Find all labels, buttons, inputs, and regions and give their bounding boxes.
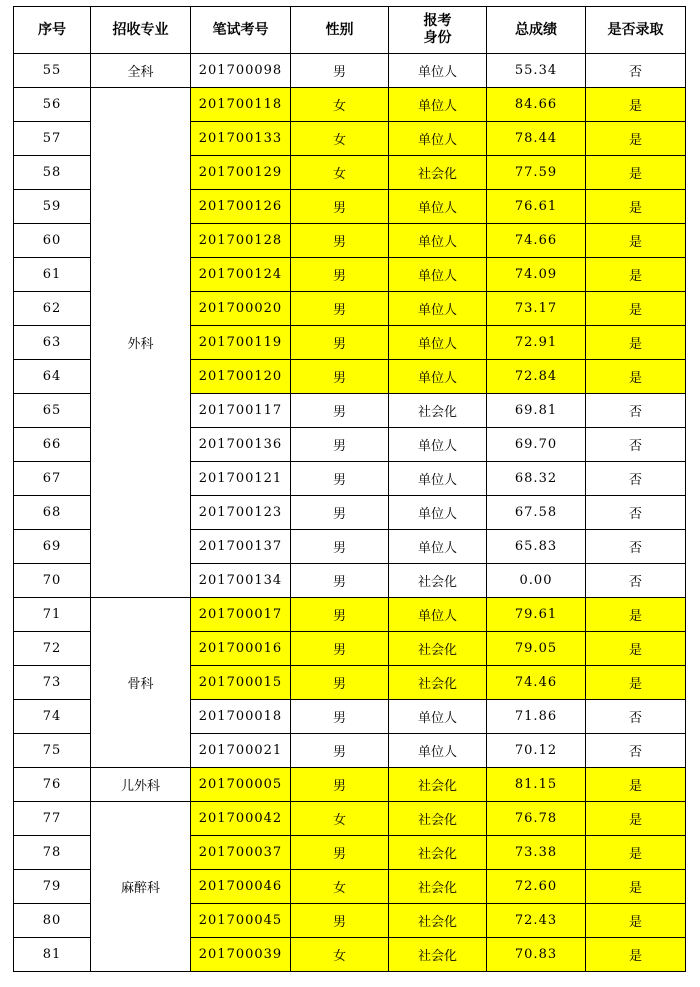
cell-score: 76.61	[487, 190, 586, 224]
cell-identity: 社会化	[389, 802, 487, 836]
cell-admitted: 是	[586, 938, 686, 972]
cell-score: 79.05	[487, 632, 586, 666]
cell-admitted: 否	[586, 700, 686, 734]
header-exam-no: 笔试考号	[191, 7, 291, 54]
cell-score: 78.44	[487, 122, 586, 156]
cell-gender: 男	[291, 700, 389, 734]
cell-identity: 社会化	[389, 564, 487, 598]
cell-admitted: 是	[586, 802, 686, 836]
cell-identity: 单位人	[389, 122, 487, 156]
cell-score: 74.66	[487, 224, 586, 258]
cell-score: 74.09	[487, 258, 586, 292]
cell-admitted: 是	[586, 258, 686, 292]
cell-identity: 单位人	[389, 462, 487, 496]
cell-exam-no: 201700042	[191, 802, 291, 836]
cell-exam-no: 201700123	[191, 496, 291, 530]
cell-score: 79.61	[487, 598, 586, 632]
cell-major: 儿外科	[91, 768, 191, 802]
cell-exam-no: 201700016	[191, 632, 291, 666]
cell-gender: 男	[291, 598, 389, 632]
cell-exam-no: 201700020	[191, 292, 291, 326]
cell-exam-no: 201700017	[191, 598, 291, 632]
table-header-row	[14, 7, 686, 54]
cell-identity: 单位人	[389, 496, 487, 530]
cell-gender: 男	[291, 326, 389, 360]
cell-exam-no: 201700133	[191, 122, 291, 156]
cell-admitted: 否	[586, 462, 686, 496]
cell-gender: 男	[291, 224, 389, 258]
cell-gender: 男	[291, 462, 389, 496]
cell-seq: 64	[14, 360, 91, 394]
cell-score: 72.60	[487, 870, 586, 904]
cell-gender: 女	[291, 122, 389, 156]
cell-exam-no: 201700136	[191, 428, 291, 462]
cell-gender: 男	[291, 258, 389, 292]
cell-identity: 单位人	[389, 190, 487, 224]
cell-identity: 单位人	[389, 598, 487, 632]
cell-exam-no: 201700119	[191, 326, 291, 360]
cell-score: 77.59	[487, 156, 586, 190]
cell-seq: 65	[14, 394, 91, 428]
cell-admitted: 是	[586, 870, 686, 904]
cell-exam-no: 201700120	[191, 360, 291, 394]
cell-identity: 单位人	[389, 700, 487, 734]
cell-admitted: 是	[586, 666, 686, 700]
cell-admitted: 是	[586, 190, 686, 224]
table-row	[14, 54, 686, 88]
cell-exam-no: 201700039	[191, 938, 291, 972]
header-identity-line2: 身份	[423, 30, 452, 46]
cell-identity: 社会化	[389, 632, 487, 666]
cell-major: 麻醉科	[91, 802, 191, 972]
cell-gender: 男	[291, 734, 389, 768]
cell-gender: 女	[291, 938, 389, 972]
cell-seq: 67	[14, 462, 91, 496]
cell-admitted: 是	[586, 836, 686, 870]
cell-gender: 男	[291, 836, 389, 870]
cell-identity: 社会化	[389, 938, 487, 972]
cell-exam-no: 201700129	[191, 156, 291, 190]
cell-seq: 56	[14, 88, 91, 122]
cell-admitted: 是	[586, 156, 686, 190]
cell-score: 72.91	[487, 326, 586, 360]
cell-score: 68.32	[487, 462, 586, 496]
cell-exam-no: 201700098	[191, 54, 291, 88]
cell-gender: 男	[291, 190, 389, 224]
header-gender: 性别	[291, 7, 389, 54]
cell-identity: 单位人	[389, 292, 487, 326]
cell-seq: 77	[14, 802, 91, 836]
cell-identity: 单位人	[389, 530, 487, 564]
cell-gender: 女	[291, 802, 389, 836]
cell-identity: 单位人	[389, 54, 487, 88]
cell-admitted: 是	[586, 224, 686, 258]
cell-identity: 社会化	[389, 666, 487, 700]
cell-admitted: 是	[586, 598, 686, 632]
cell-exam-no: 201700015	[191, 666, 291, 700]
cell-identity: 单位人	[389, 88, 487, 122]
cell-exam-no: 201700021	[191, 734, 291, 768]
cell-identity: 社会化	[389, 904, 487, 938]
table-row	[14, 598, 686, 632]
header-identity-line1: 报考	[423, 13, 452, 29]
cell-score: 76.78	[487, 802, 586, 836]
cell-gender: 男	[291, 54, 389, 88]
cell-admitted: 是	[586, 360, 686, 394]
results-table-container	[13, 6, 686, 972]
cell-gender: 男	[291, 768, 389, 802]
cell-seq: 80	[14, 904, 91, 938]
cell-major: 骨科	[91, 598, 191, 768]
cell-score: 0.00	[487, 564, 586, 598]
cell-score: 55.34	[487, 54, 586, 88]
cell-identity: 单位人	[389, 360, 487, 394]
cell-identity: 单位人	[389, 734, 487, 768]
cell-exam-no: 201700005	[191, 768, 291, 802]
cell-exam-no: 201700018	[191, 700, 291, 734]
cell-gender: 女	[291, 156, 389, 190]
cell-seq: 69	[14, 530, 91, 564]
cell-seq: 72	[14, 632, 91, 666]
cell-admitted: 否	[586, 394, 686, 428]
cell-identity: 社会化	[389, 870, 487, 904]
cell-score: 69.70	[487, 428, 586, 462]
table-row	[14, 88, 686, 122]
cell-gender: 男	[291, 666, 389, 700]
cell-admitted: 是	[586, 88, 686, 122]
cell-identity: 社会化	[389, 156, 487, 190]
cell-score: 71.86	[487, 700, 586, 734]
cell-score: 70.12	[487, 734, 586, 768]
cell-gender: 女	[291, 88, 389, 122]
cell-major: 外科	[91, 88, 191, 598]
cell-gender: 男	[291, 496, 389, 530]
cell-exam-no: 201700134	[191, 564, 291, 598]
cell-identity: 单位人	[389, 428, 487, 462]
cell-score: 65.83	[487, 530, 586, 564]
cell-seq: 68	[14, 496, 91, 530]
cell-identity: 单位人	[389, 224, 487, 258]
cell-admitted: 否	[586, 734, 686, 768]
cell-seq: 78	[14, 836, 91, 870]
cell-gender: 女	[291, 870, 389, 904]
cell-exam-no: 201700121	[191, 462, 291, 496]
cell-identity: 社会化	[389, 768, 487, 802]
cell-identity: 单位人	[389, 258, 487, 292]
cell-exam-no: 201700124	[191, 258, 291, 292]
cell-admitted: 是	[586, 326, 686, 360]
cell-seq: 58	[14, 156, 91, 190]
cell-exam-no: 201700118	[191, 88, 291, 122]
cell-seq: 79	[14, 870, 91, 904]
cell-admitted: 是	[586, 904, 686, 938]
cell-score: 73.38	[487, 836, 586, 870]
cell-gender: 男	[291, 632, 389, 666]
cell-score: 72.43	[487, 904, 586, 938]
cell-seq: 73	[14, 666, 91, 700]
cell-gender: 男	[291, 904, 389, 938]
header-seq: 序号	[14, 7, 91, 54]
cell-gender: 男	[291, 428, 389, 462]
cell-exam-no: 201700117	[191, 394, 291, 428]
cell-gender: 男	[291, 292, 389, 326]
header-admitted: 是否录取	[586, 7, 686, 54]
cell-gender: 男	[291, 564, 389, 598]
header-identity	[389, 7, 487, 54]
cell-score: 74.46	[487, 666, 586, 700]
cell-seq: 61	[14, 258, 91, 292]
cell-major: 全科	[91, 54, 191, 88]
cell-exam-no: 201700137	[191, 530, 291, 564]
cell-exam-no: 201700046	[191, 870, 291, 904]
header-score: 总成绩	[487, 7, 586, 54]
cell-score: 69.81	[487, 394, 586, 428]
cell-exam-no: 201700037	[191, 836, 291, 870]
cell-seq: 75	[14, 734, 91, 768]
cell-seq: 70	[14, 564, 91, 598]
cell-score: 70.83	[487, 938, 586, 972]
cell-seq: 71	[14, 598, 91, 632]
cell-seq: 60	[14, 224, 91, 258]
cell-gender: 男	[291, 530, 389, 564]
cell-identity: 单位人	[389, 326, 487, 360]
cell-score: 81.15	[487, 768, 586, 802]
cell-seq: 66	[14, 428, 91, 462]
cell-admitted: 是	[586, 768, 686, 802]
table-row	[14, 768, 686, 802]
cell-admitted: 是	[586, 292, 686, 326]
cell-seq: 59	[14, 190, 91, 224]
cell-score: 73.17	[487, 292, 586, 326]
cell-admitted: 否	[586, 496, 686, 530]
cell-exam-no: 201700128	[191, 224, 291, 258]
table-row	[14, 802, 686, 836]
cell-score: 84.66	[487, 88, 586, 122]
cell-seq: 74	[14, 700, 91, 734]
cell-gender: 男	[291, 360, 389, 394]
cell-admitted: 否	[586, 54, 686, 88]
cell-admitted: 否	[586, 564, 686, 598]
cell-admitted: 是	[586, 632, 686, 666]
cell-seq: 81	[14, 938, 91, 972]
cell-gender: 男	[291, 394, 389, 428]
cell-seq: 76	[14, 768, 91, 802]
cell-admitted: 否	[586, 530, 686, 564]
cell-admitted: 否	[586, 428, 686, 462]
cell-exam-no: 201700126	[191, 190, 291, 224]
cell-identity: 社会化	[389, 394, 487, 428]
cell-score: 72.84	[487, 360, 586, 394]
cell-admitted: 是	[586, 122, 686, 156]
admission-results-table	[13, 6, 686, 972]
cell-exam-no: 201700045	[191, 904, 291, 938]
cell-seq: 55	[14, 54, 91, 88]
cell-seq: 62	[14, 292, 91, 326]
cell-seq: 63	[14, 326, 91, 360]
cell-seq: 57	[14, 122, 91, 156]
cell-score: 67.58	[487, 496, 586, 530]
header-major: 招收专业	[91, 7, 191, 54]
cell-identity: 社会化	[389, 836, 487, 870]
